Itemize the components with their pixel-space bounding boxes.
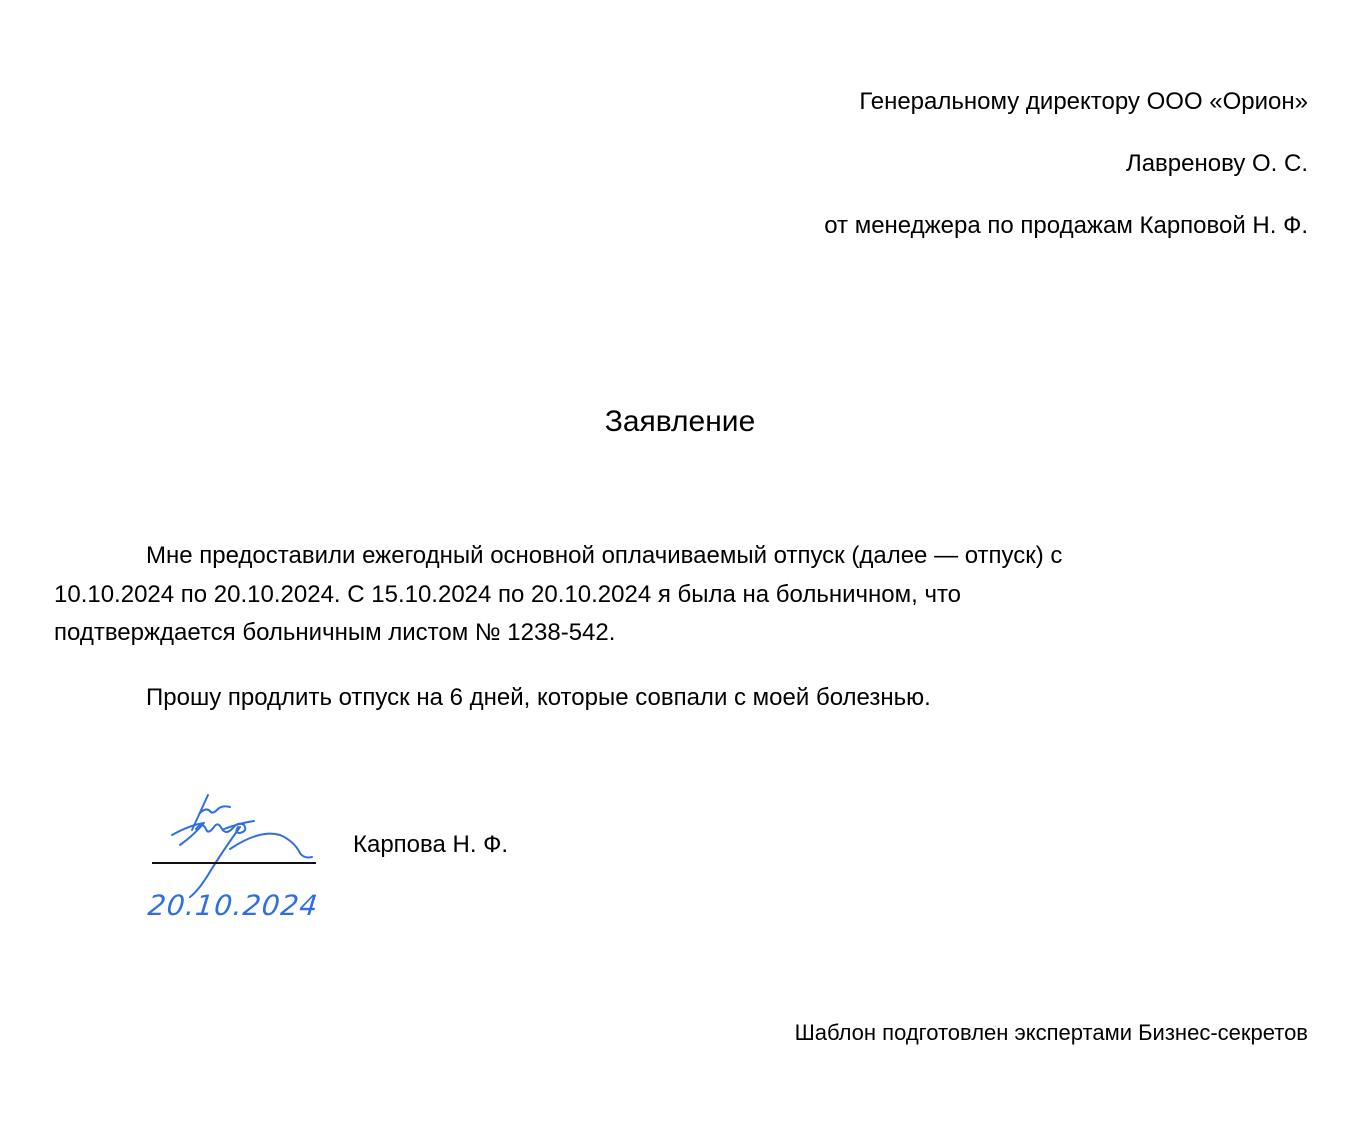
paragraph-request: Прошу продлить отпуск на 6 дней, которые совпали с моей болезнью. — [146, 683, 931, 711]
paragraph-line: Мне предоставили ежегодный основной оплачиваемый отпуск (далее — отпуск) с — [146, 542, 1063, 569]
paragraph-line: подтверждается больничным листом № 1238-542. — [54, 619, 616, 646]
signature-line — [152, 862, 316, 864]
addressee-block — [824, 84, 1308, 270]
template-credit: Шаблон подготовлен экспертами Бизнес-секретов — [794, 1020, 1308, 1045]
handwritten-signature-icon — [140, 785, 320, 905]
paragraph-line: 10.10.2024 по 20.10.2024. С 15.10.2024 по 20.10.2024 я была на больничном, что — [54, 580, 962, 608]
handwritten-date: 20.10.2024 — [146, 889, 321, 922]
paragraph-vacation-details — [54, 537, 1264, 653]
document-body — [54, 537, 1264, 717]
addressee-position: Генеральному директору ООО «Орион» — [859, 88, 1308, 115]
sender-line: от менеджера по продажам Карповой Н. Ф. — [824, 212, 1308, 239]
addressee-name: Лавренову О. С. — [1125, 150, 1308, 177]
signature-block — [140, 785, 560, 935]
signatory-name: Карпова Н. Ф. — [353, 831, 509, 858]
document-title: Заявление — [604, 405, 756, 438]
